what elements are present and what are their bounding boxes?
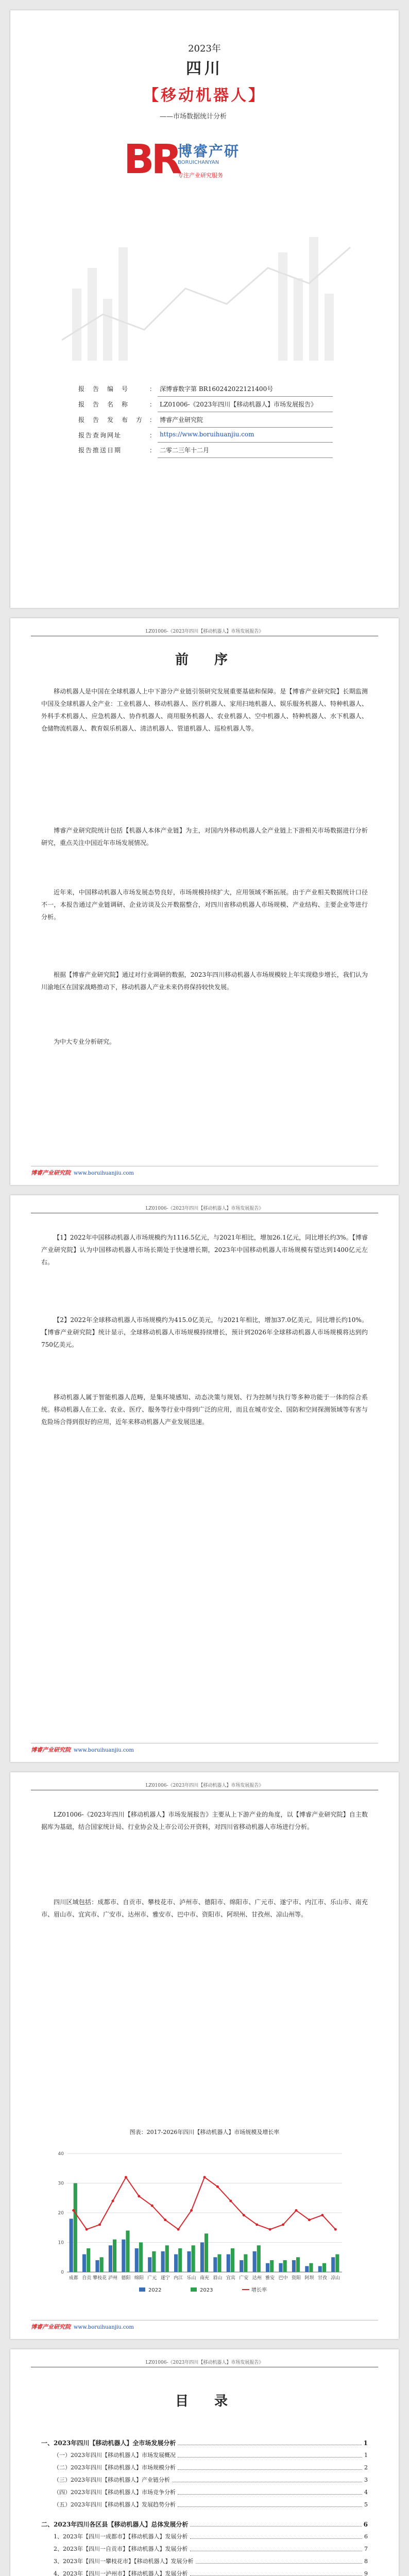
bar-2022 — [253, 2251, 257, 2272]
bar-2023 — [87, 2248, 90, 2272]
region-bar-chart — [46, 2143, 363, 2298]
body-page — [10, 1195, 399, 1762]
cover-page — [10, 10, 399, 608]
toc-leader — [172, 2474, 362, 2482]
bar-2023 — [74, 2183, 77, 2273]
body-paragraph: LZ01006-《2023年四川【移动机器人】市场发展报告》主要从上下游产业的角度，以【博睿产业研究院】自主数据库为基础，结合国家统计局、行业协会及上市公司公开资料，对四川省移动机器人市场进行分析。 — [41, 1811, 368, 1831]
growth-point — [255, 2224, 258, 2226]
toc-page-number: 9 — [362, 2568, 368, 2576]
bar-2022 — [174, 2255, 178, 2273]
x-tick-label: 德阳 — [121, 2276, 131, 2281]
growth-point — [86, 2228, 88, 2231]
x-tick-label: 资阳 — [291, 2276, 301, 2281]
info-row: 报 告 编 号 ： 深博睿数字第 BR160242022121400号 — [76, 381, 333, 397]
x-tick-label: 阿坝 — [304, 2276, 314, 2281]
toc-page-number: 6 — [362, 2518, 368, 2531]
toc-entry[interactable] — [41, 2437, 368, 2449]
bar-2022 — [187, 2251, 191, 2272]
toc-heading: 目 录 — [175, 2394, 234, 2409]
y-tick-label: 0 — [61, 2270, 64, 2275]
toc-entry[interactable] — [41, 2531, 368, 2543]
x-tick-label: 泸州 — [108, 2276, 118, 2281]
preface-paragraph: 博睿产业研究院统计包括【机器人本体产业链】为主，对国内外移动机器人全产业链上下游相关市场数据进行分析研究，重点关注中国近年市场发展情况。 — [41, 827, 368, 846]
toc-leader — [178, 2499, 362, 2507]
preface-page — [10, 618, 399, 1185]
bar-2022 — [213, 2257, 217, 2272]
toc-leader — [190, 2518, 361, 2527]
bar-2023 — [100, 2257, 104, 2272]
toc-page-number: 6 — [362, 2531, 368, 2543]
x-tick-label: 南充 — [199, 2276, 210, 2281]
growth-point — [321, 2214, 323, 2216]
preface-paragraph: 根据【博睿产业研究院】通过对行业调研的数据，2023年四川移动机器人市场规模较上年实现稳步增长，我们认为川渝地区在国家战略推动下，移动机器人产业未来仍将保持较快发展。 — [41, 971, 368, 991]
bar-2022 — [82, 2255, 86, 2273]
growth-point — [216, 2185, 219, 2188]
y-tick-label: 40 — [58, 2151, 64, 2157]
x-tick-label: 成都 — [69, 2276, 78, 2281]
info-row: 报 告 发 布 方 ： 博睿产业研究院 — [76, 412, 333, 428]
logo-name-cn: 博睿产研 — [178, 143, 240, 160]
toc-entry-title: （二）2023年四川【移动机器人】市场规模分析 — [54, 2462, 178, 2474]
x-tick-label: 内江 — [174, 2276, 183, 2281]
bar-2022 — [161, 2251, 165, 2272]
footer-url[interactable]: www.boruihuanjiu.com — [74, 1748, 134, 1753]
growth-point — [72, 2209, 75, 2212]
table-of-contents — [41, 2437, 368, 2576]
toc-entry[interactable] — [41, 2462, 368, 2474]
body-paragraph: 四川区域包括：成都市、自贡市、攀枝花市、泸州市、德阳市、绵阳市、广元市、遂宁市、内江市、乐山市、南充市、眉山市、宜宾市、广安市、达州市、雅安市、巴中市、资阳市、阿坝州、甘孜州、凉山州等。 — [41, 1899, 368, 1918]
info-row: 报 告 名 称 ： LZ01006-《2023年四川【移动机器人】市场发展报告》 — [76, 397, 333, 412]
legend-label: 2022 — [148, 2287, 162, 2293]
toc-page-number: 4 — [362, 2486, 368, 2499]
growth-point — [295, 2209, 298, 2212]
growth-point — [334, 2228, 337, 2231]
footer-brand: 博睿产业研究院 — [31, 2324, 71, 2330]
toc-page-number: 3 — [362, 2474, 368, 2486]
bar-2023 — [139, 2243, 143, 2273]
info-row: 报告查询网址 ： https://www.boruihuanjiu.com — [76, 428, 333, 443]
growth-point — [229, 2200, 232, 2202]
y-tick-label: 10 — [58, 2240, 64, 2246]
bar-2023 — [270, 2260, 274, 2272]
toc-entry[interactable] — [41, 2518, 368, 2531]
bar-2022 — [95, 2260, 99, 2272]
preface-paragraph: 为中大专业分析研究。 — [54, 1038, 116, 1045]
cover-year: 2023年 — [188, 43, 221, 54]
bar-2022 — [331, 2257, 335, 2272]
page-footer — [31, 1166, 378, 1177]
page-header: LZ01006-《2023年四川【移动机器人】市场发展报告》 — [31, 1205, 378, 1213]
x-tick-label: 凉山 — [331, 2276, 340, 2281]
bar-2022 — [70, 2219, 73, 2273]
toc-entry-title: 1、2023年【四川一成都市】【移动机器人】发展分析 — [54, 2531, 190, 2543]
bar-2022 — [318, 2266, 322, 2273]
toc-page-number: 2 — [362, 2462, 368, 2474]
y-tick-label: 30 — [58, 2181, 64, 2187]
bar-2022 — [148, 2257, 151, 2272]
bar-2023 — [322, 2263, 326, 2272]
cover-subtitle: ——市场数据统计分析 — [160, 113, 227, 121]
growth-point — [138, 2195, 140, 2197]
report-info-table — [76, 381, 333, 458]
chart-page — [10, 1772, 399, 2339]
bar-2023 — [283, 2260, 287, 2272]
brand-logo — [124, 134, 288, 191]
bar-2022 — [305, 2266, 309, 2273]
toc-entry-title: 2、2023年【四川一自贡市】【移动机器人】发展分析 — [54, 2543, 190, 2555]
logo-name-en: BORUICHANYAN — [178, 160, 219, 165]
toc-page-number: 1 — [362, 2449, 368, 2462]
toc-entry[interactable] — [41, 2543, 368, 2555]
bar-2023 — [296, 2257, 300, 2272]
legend-label: 2023 — [200, 2287, 213, 2293]
toc-entry-title: （四）2023年四川【移动机器人】市场竞争分析 — [54, 2486, 178, 2499]
footer-url[interactable]: www.boruihuanjiu.com — [74, 2325, 134, 2330]
toc-entry[interactable] — [41, 2499, 368, 2511]
toc-entry-title: 4、2023年【四川一泸州市】【移动机器人】发展分析 — [54, 2568, 190, 2576]
bar-2022 — [200, 2243, 204, 2273]
chart-caption: 图表：2017-2026年四川【移动机器人】市场规模及增长率 — [129, 2129, 280, 2136]
page-header: LZ01006-《2023年四川【移动机器人】市场发展报告》 — [31, 1782, 378, 1790]
bar-2022 — [122, 2240, 125, 2272]
info-value: 博睿产业研究院 — [158, 412, 333, 428]
preface-heading: 前 序 — [175, 652, 234, 668]
y-tick-label: 20 — [58, 2211, 64, 2216]
legend-swatch — [139, 2287, 145, 2292]
growth-point — [282, 2224, 284, 2226]
growth-point — [243, 2214, 245, 2216]
bar-2022 — [266, 2263, 269, 2272]
bar-2023 — [165, 2245, 169, 2272]
info-value: 深博睿数字第 BR160242022121400号 — [158, 381, 333, 397]
report-url-link[interactable]: https://www.boruihuanjiu.com — [158, 428, 333, 443]
toc-entry[interactable] — [41, 2486, 368, 2499]
toc-leader — [190, 2568, 363, 2576]
toc-leader — [178, 2486, 362, 2495]
growth-point — [98, 2224, 101, 2226]
toc-page — [10, 2349, 399, 2576]
growth-line — [74, 2177, 336, 2229]
info-key: 报 告 名 称 — [78, 400, 129, 408]
x-tick-label: 眉山 — [213, 2276, 223, 2281]
toc-page-number: 7 — [362, 2543, 368, 2555]
bar-2023 — [113, 2240, 116, 2272]
growth-point — [151, 2205, 154, 2207]
legend-swatch — [191, 2287, 197, 2292]
toc-leader — [190, 2531, 363, 2539]
bar-2023 — [309, 2263, 313, 2272]
growth-point — [203, 2176, 206, 2179]
toc-entry-title: （一）2023年四川【移动机器人】市场发展概况 — [54, 2449, 178, 2462]
growth-point — [164, 2218, 166, 2221]
toc-entry-title: 二、2023年四川各区县【移动机器人】总体发展分析 — [41, 2518, 190, 2531]
bar-2023 — [192, 2245, 195, 2272]
bar-2023 — [217, 2255, 221, 2273]
x-tick-label: 自贡 — [82, 2276, 92, 2281]
preface-paragraph: 近年来，中国移动机器人市场发展态势良好，市场规模持续扩大，应用领域不断拓展。由于产业相关数据统计口径不一，本报告通过产业链调研、企业访谈及公开数据整合，对四川省移动机器人市场规模、产业结构、主要企业等进行分析。 — [41, 889, 368, 921]
logo-letters: BR — [124, 137, 179, 183]
bar-2023 — [178, 2248, 182, 2272]
footer-brand: 博睿产业研究院 — [31, 1170, 71, 1176]
footer-url[interactable]: www.boruihuanjiu.com — [74, 1171, 134, 1176]
x-tick-label: 广元 — [147, 2276, 157, 2281]
cover-title: 【移动机器人】 — [143, 87, 266, 105]
growth-point — [177, 2228, 180, 2231]
bar-2022 — [279, 2263, 282, 2272]
toc-entry[interactable] — [41, 2555, 368, 2568]
growth-point — [190, 2209, 193, 2212]
toc-leader — [196, 2555, 363, 2564]
page-header: LZ01006-《2023年四川【移动机器人】市场发展报告》 — [31, 628, 378, 636]
bar-2022 — [292, 2260, 296, 2272]
toc-entry-title: （五）2023年四川【移动机器人】发展趋势分析 — [54, 2499, 178, 2511]
growth-point — [112, 2200, 114, 2202]
x-tick-label: 遂宁 — [160, 2276, 170, 2281]
toc-entry[interactable] — [41, 2474, 368, 2486]
toc-entry-title: 一、2023年四川【移动机器人】全市场发展分析 — [41, 2437, 178, 2449]
bar-2022 — [227, 2255, 230, 2273]
bar-2023 — [126, 2231, 129, 2273]
x-tick-label: 乐山 — [186, 2276, 196, 2281]
cover-region: 四川 — [186, 60, 223, 78]
growth-point — [125, 2176, 127, 2179]
toc-page-number: 5 — [362, 2499, 368, 2511]
x-tick-label: 绵阳 — [134, 2276, 144, 2281]
toc-page-number: 1 — [362, 2437, 368, 2449]
legend-label: 增长率 — [251, 2287, 267, 2293]
bar-2022 — [109, 2245, 112, 2272]
x-tick-label: 巴中 — [278, 2276, 288, 2281]
bar-2023 — [152, 2251, 156, 2272]
x-tick-label: 甘孜 — [317, 2276, 327, 2281]
x-tick-label: 广安 — [239, 2276, 249, 2281]
bar-2023 — [244, 2255, 247, 2273]
toc-leader — [178, 2437, 361, 2445]
growth-point — [269, 2228, 271, 2231]
x-tick-label: 攀枝花 — [93, 2276, 107, 2281]
toc-leader — [190, 2543, 363, 2551]
logo-slogan: 专注产业研究服务 — [178, 172, 223, 179]
footer-brand: 博睿产业研究院 — [31, 1747, 71, 1753]
toc-entry-title: （三）2023年四川【移动机器人】产业链分析 — [54, 2474, 172, 2486]
info-value: LZ01006-《2023年四川【移动机器人】市场发展报告》 — [158, 397, 333, 412]
info-value: 二零二三年十二月 — [158, 443, 333, 458]
toc-leader — [178, 2449, 362, 2458]
bar-2023 — [335, 2255, 339, 2273]
page-header: LZ01006-《2023年四川【移动机器人】市场发展报告》 — [31, 2359, 378, 2367]
bar-2023 — [231, 2248, 234, 2272]
toc-entry-title: 3、2023年【四川一攀枝花市】【移动机器人】发展分析 — [54, 2555, 196, 2568]
toc-page-number: 8 — [362, 2555, 368, 2568]
toc-entry[interactable] — [41, 2568, 368, 2576]
page-footer — [31, 1743, 378, 1754]
preface-paragraph: 移动机器人是中国在全球机器人上中下游分产业链引领研究发展重要基础和保障。是【博睿产业研究院】长期监测中国及全球机器人全产业：工业机器人、移动机器人、医疗机器人、家用扫地机器人、娱乐服务机器人、特种机器人、外科手术机器人、应急机器人、协作机器人、商用服务机器人、农业机器人、空中机器人、特种机器人、水下机器人、仓储物流机器人、教育娱乐机器人、清洁机器人、管道机器人、巡检机器人等。 — [41, 688, 368, 732]
toc-leader — [178, 2462, 362, 2470]
x-tick-label: 雅安 — [265, 2276, 275, 2281]
info-key: 报 告 发 布 方 — [78, 416, 144, 423]
bar-2023 — [204, 2233, 208, 2272]
bar-2022 — [240, 2260, 243, 2272]
growth-point — [308, 2218, 311, 2221]
info-key: 报 告 编 号 — [78, 385, 129, 393]
body-paragraph: 移动机器人属于智能机器人范畴，是集环境感知、动态决策与规划、行为控制与执行等多种功能于一体的综合系统。移动机器人在工业、农业、医疗、服务等行业中得到广泛的应用，而且在城市安全、国防和空间探测领域等有害与危险场合得到很好的应用，近年来移动机器人产业发展迅速。 — [41, 1394, 368, 1426]
x-tick-label: 达州 — [252, 2276, 262, 2281]
toc-entry[interactable] — [41, 2449, 368, 2462]
bar-2023 — [257, 2245, 261, 2272]
body-paragraph: 【1】2022年中国移动机器人市场规模约为1116.5亿元，与2021年相比，增加26.1亿元，同比增长约3%。【博睿产业研究院】认为中国移动机器人市场长期处于快速增长期，2023年中国移动机器人市场规模有望达到1400亿元左右。 — [41, 1234, 368, 1266]
body-paragraph: 【2】2022年全球移动机器人市场规模约为415.0亿美元，与2021年相比，增加37.0亿美元，同比增长约10%。【博睿产业研究院】统计显示，全球移动机器人市场规模持续增长，预计到2026年全球移动机器人市场规模将达到约750亿美元。 — [41, 1316, 368, 1348]
info-key: 报告推送日期 — [78, 446, 122, 454]
bar-2022 — [135, 2248, 139, 2272]
info-key: 报告查询网址 — [78, 431, 122, 439]
info-row: 报告推送日期 ： 二零二三年十二月 — [76, 443, 333, 458]
x-tick-label: 宜宾 — [226, 2276, 235, 2281]
page-footer — [31, 2320, 378, 2331]
